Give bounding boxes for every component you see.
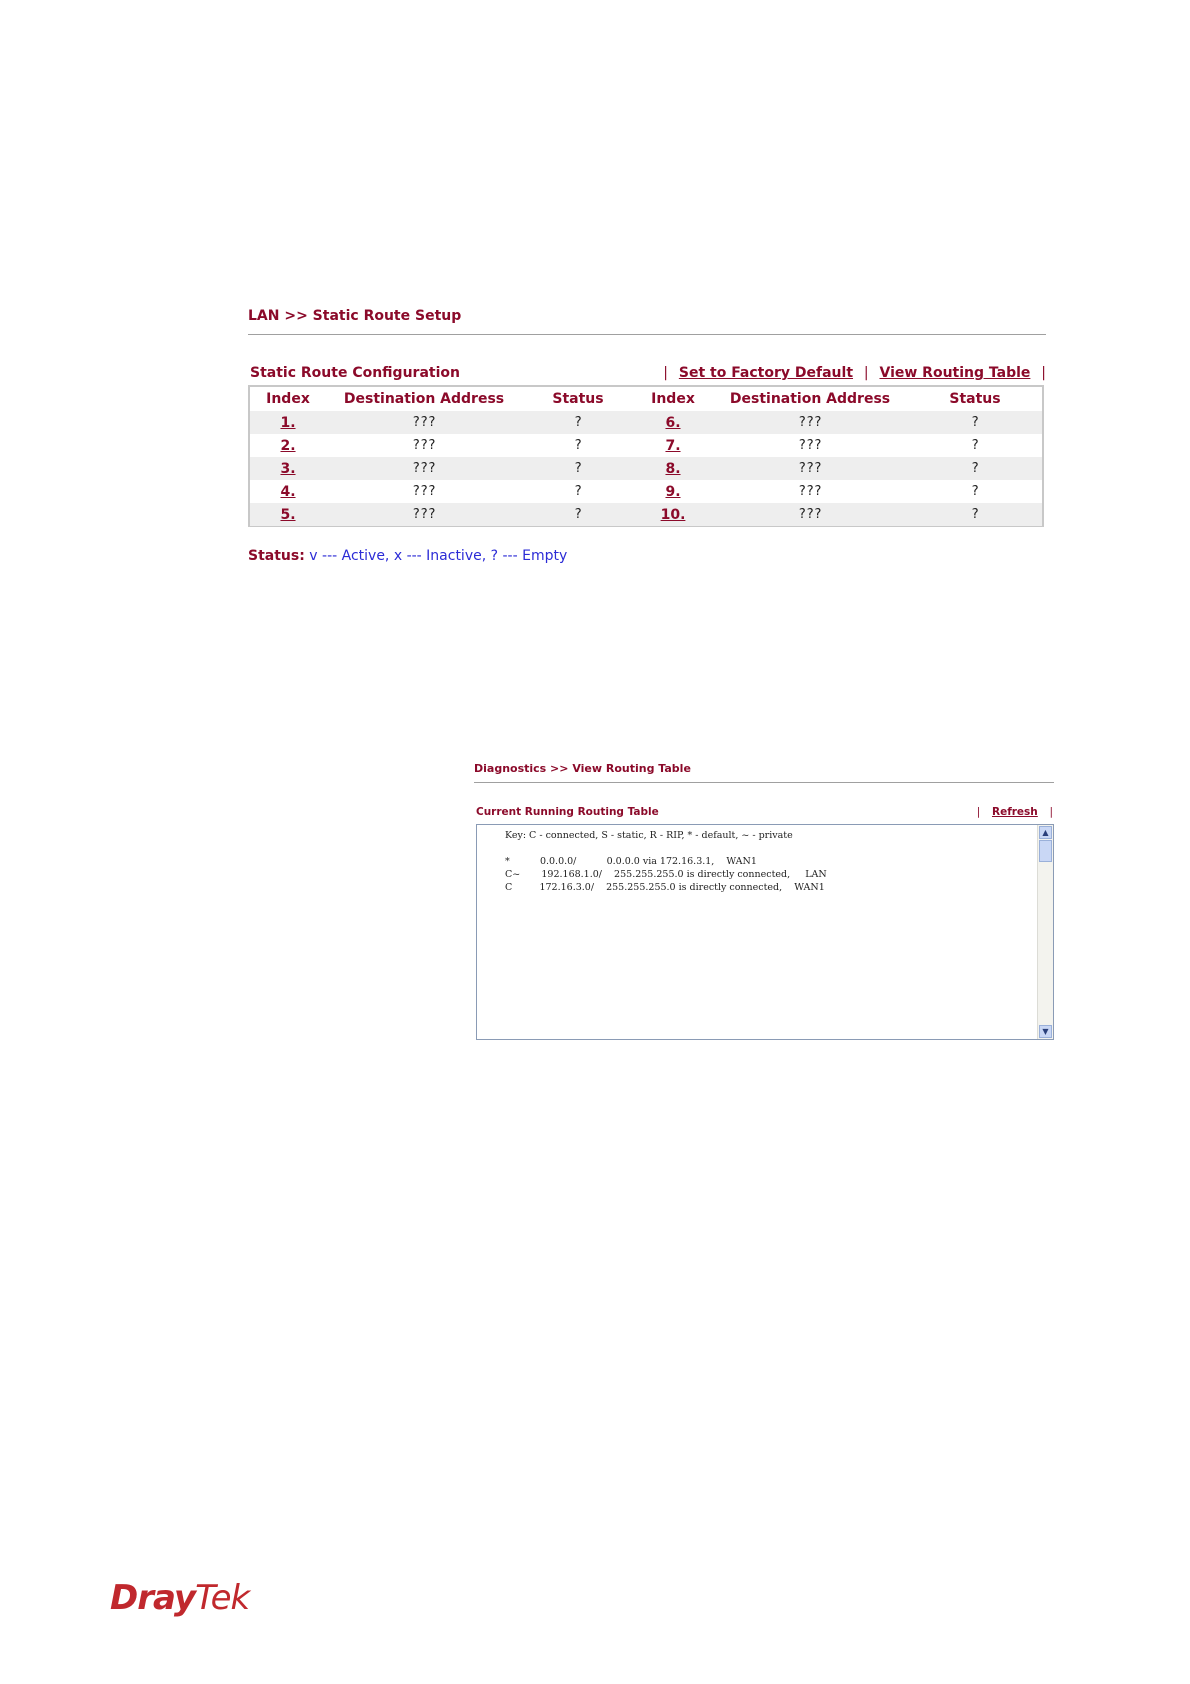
destination-cell: ??? [798,438,822,453]
page-breadcrumb: LAN >> Static Route Setup [248,308,462,324]
diagnostics-breadcrumb: Diagnostics >> View Routing Table [474,762,691,775]
link-separator: | [663,365,668,381]
status-cell: ? [574,438,582,453]
status-legend-text: v --- Active, x --- Inactive, ? --- Empty [309,548,568,564]
route-index-link[interactable]: 7. [665,437,681,454]
column-header-status: Status [552,391,604,407]
link-separator: | [863,365,869,381]
config-header [250,363,1046,385]
scroll-thumb[interactable] [1039,840,1052,862]
status-legend-label: Status: [248,548,305,564]
refresh-link[interactable]: Refresh [991,806,1038,818]
status-legend [248,548,567,564]
routing-table-textarea[interactable] [476,824,1054,1040]
column-header-destination: Destination Address [343,391,505,407]
status-cell: ? [522,503,634,526]
status-cell: ? [522,411,634,434]
route-index-link[interactable]: 3. [280,460,296,477]
destination-cell: ??? [412,484,436,499]
table-row [250,503,1042,526]
logo-text-tek: Tek [195,1578,250,1618]
vertical-scrollbar[interactable] [1037,825,1053,1039]
column-header-status: Status [949,391,1001,407]
table-row [250,434,1042,457]
destination-cell: ??? [412,438,436,453]
destination-cell: ??? [712,503,908,526]
column-header-destination: Destination Address [729,391,891,407]
scroll-up-icon[interactable]: ▲ [1039,826,1052,839]
status-cell: ? [971,438,979,453]
route-index-link[interactable]: 2. [280,437,296,454]
breadcrumb-divider [248,334,1046,335]
view-routing-table-link[interactable]: View Routing Table [879,365,1031,381]
link-separator: | [1041,365,1046,381]
column-header-index: Index [266,391,310,407]
destination-cell: ??? [326,411,522,434]
set-factory-default-link[interactable]: Set to Factory Default [678,365,854,381]
breadcrumb-divider [474,782,1054,783]
draytek-logo [110,1578,249,1618]
column-header-index: Index [651,391,695,407]
destination-cell: ??? [798,484,822,499]
route-index-link[interactable]: 4. [280,483,296,500]
status-cell: ? [522,457,634,480]
routing-table-title: Current Running Routing Table [476,806,659,818]
routing-table-text: Key: C - connected, S - static, R - RIP, * - default, ~ - private * 0.0.0.0/ 0.0.0.0 via 172.16.3.1, WAN1 C~ 192.168.1.0/ 255.255.255.0 is directly connected, LAN C 172.16.3.0/ 255.255.255.0 is directly connected, WAN1 [505,830,827,893]
logo-text-dray: Dray [110,1578,196,1618]
table-row [250,411,1042,434]
table-row [250,480,1042,503]
static-route-table [250,387,1042,526]
route-index-link[interactable]: 6. [665,414,681,431]
config-title: Static Route Configuration [250,365,460,381]
destination-cell: ??? [712,457,908,480]
config-links [663,365,1046,381]
table-row [250,457,1042,480]
status-cell: ? [574,484,582,499]
link-separator: | [1049,806,1053,818]
link-separator: | [976,806,981,818]
table-header-row [250,387,1042,411]
diagnostics-links [977,806,1053,818]
static-route-table-frame [248,385,1044,527]
destination-cell: ??? [326,503,522,526]
status-cell: ? [971,484,979,499]
route-index-link[interactable]: 9. [665,483,681,500]
route-index-link[interactable]: 10. [660,506,686,523]
route-index-link[interactable]: 1. [280,414,296,431]
destination-cell: ??? [712,411,908,434]
destination-cell: ??? [326,457,522,480]
status-cell: ? [908,457,1042,480]
status-cell: ? [908,411,1042,434]
route-index-link[interactable]: 8. [665,460,681,477]
route-index-link[interactable]: 5. [280,506,296,523]
status-cell: ? [908,503,1042,526]
scroll-down-icon[interactable]: ▼ [1039,1025,1052,1038]
